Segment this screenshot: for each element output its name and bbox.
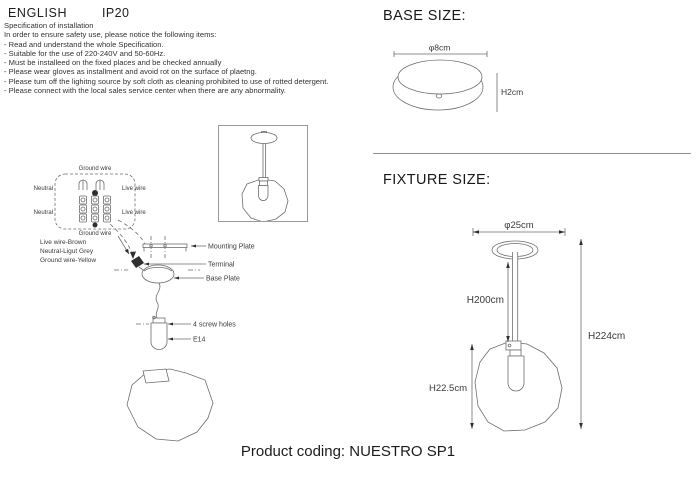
shade-height-label: H22.5cm xyxy=(428,383,467,394)
section-divider xyxy=(373,153,691,154)
base-size-drawing xyxy=(388,35,538,120)
base-height-label: H2cm xyxy=(501,87,524,97)
spec-item: - Please connect with the local sales service center when there are any abnormality. xyxy=(4,86,286,96)
terminal-drawing xyxy=(118,236,148,275)
spec-block xyxy=(4,21,388,95)
spec-title: Specification of installation xyxy=(4,21,94,30)
label-mounting-plate: Mounting Plate xyxy=(208,243,255,251)
legend-live-wire: Live wire-Brown xyxy=(40,239,87,246)
base-size-title: BASE SIZE: xyxy=(383,8,466,24)
installation-diagram xyxy=(110,228,310,368)
language-label: ENGLISH xyxy=(8,6,68,20)
pendant-inset-thumbnail xyxy=(218,125,308,222)
label-ground-wire-bottom: Ground wire xyxy=(78,231,112,237)
fixture-size-title: FIXTURE SIZE: xyxy=(383,172,491,188)
label-neutral-top: Neutral xyxy=(33,186,53,192)
label-socket-e14: E14 xyxy=(193,336,206,344)
total-height-label: H224cm xyxy=(588,331,626,342)
fixture-socket-drawing xyxy=(506,341,524,391)
pendant-inset-drawing xyxy=(219,126,307,221)
socket-drawing xyxy=(136,316,167,349)
ip-rating-label: IP20 xyxy=(102,6,130,20)
label-base-plate: Base Plate xyxy=(206,275,240,283)
label-screw-holes: 4 screw holes xyxy=(193,321,236,329)
legend-neutral: Neutral-Ligut Grey xyxy=(40,248,94,255)
label-live-wire-mid: Live wire xyxy=(122,210,146,216)
legend-ground-wire: Ground wire-Yellow xyxy=(40,257,97,264)
shade-neck-opening xyxy=(143,369,169,383)
rod-height-dimension xyxy=(506,262,510,342)
total-height-dimension xyxy=(579,239,583,429)
label-neutral-mid: Neutral xyxy=(33,210,53,216)
spare-shade-drawing xyxy=(115,363,225,455)
rod-height-label: H200cm xyxy=(466,295,504,306)
terminal-block-drawing xyxy=(55,174,135,229)
spec-item: - Read and understand the whole Specification. xyxy=(4,39,164,49)
spec-item: - Please tum off the lighitng source by soft cloth as cleaning prohibited to use of rotted detergent. xyxy=(4,76,329,86)
fixture-size-drawing xyxy=(420,210,670,442)
spec-item: - Please wear gloves as installment and avoid rot on the surface of plaetng. xyxy=(4,67,257,77)
fixture-rod-drawing xyxy=(513,252,518,350)
shade-height-dimension xyxy=(470,344,474,429)
base-canopy-drawing xyxy=(393,60,483,110)
spec-item: - Suitable for the use of 220-240V and 50-60Hz. xyxy=(4,48,166,58)
label-live-wire-top: Live wire xyxy=(122,186,146,192)
label-ground-wire-top: Ground wire xyxy=(78,166,112,172)
spec-item: - Must be installeed on the fixed places and be checked annually xyxy=(4,58,222,68)
label-terminal: Terminal xyxy=(208,261,235,269)
base-plate-drawing xyxy=(114,265,200,283)
mounting-plate-drawing xyxy=(143,236,187,258)
base-diameter-label: φ8cm xyxy=(428,42,451,53)
product-coding: Product coding: NUESTRO SP1 xyxy=(240,443,456,460)
fixture-diameter-label: φ25cm xyxy=(504,220,534,231)
spec-intro: In order to ensure safety use, please notice the following items: xyxy=(4,30,217,40)
wire-drawing xyxy=(156,283,160,318)
